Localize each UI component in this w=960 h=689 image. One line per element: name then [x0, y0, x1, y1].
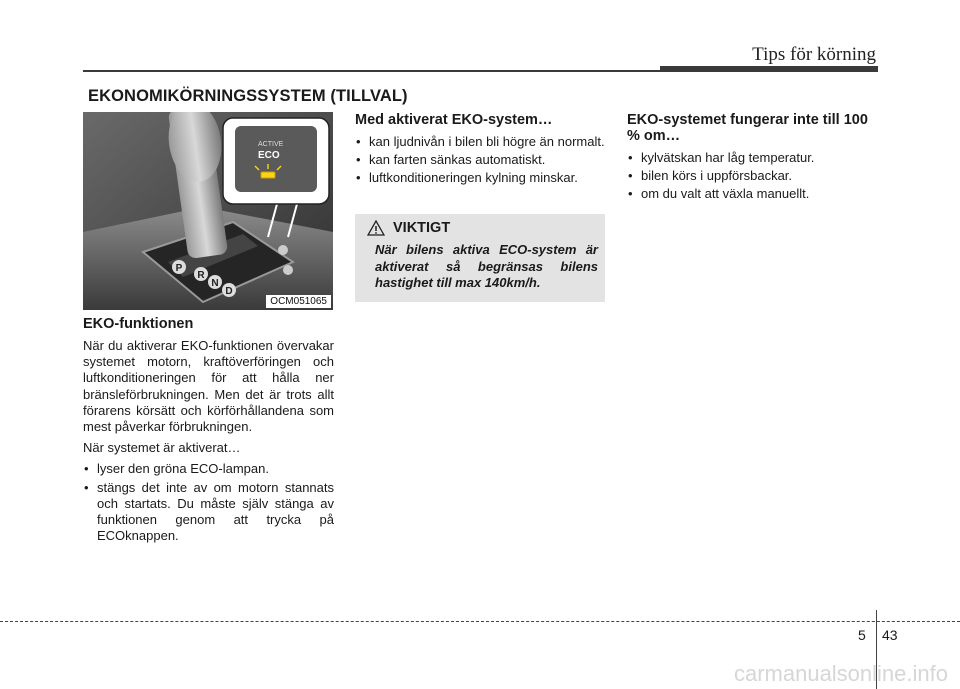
eco-button-eco-label: ECO [258, 150, 280, 161]
footer-rule [0, 621, 960, 622]
with-eco-list [355, 134, 605, 187]
list-item: • stängs det inte av om motorn stannats och startats. Du måste själv stänga av funktionen genom att trycka på ECOknappen. [83, 480, 334, 545]
gear-letter-P [172, 260, 186, 274]
eco-lamp [261, 172, 275, 178]
list-item: • kan ljudnivån i bilen bli högre än normalt. [355, 134, 605, 150]
column-with-eco [355, 112, 605, 189]
important-notice-box [355, 214, 605, 302]
warning-triangle-icon [367, 220, 385, 236]
important-notice-title: VIKTIGT [393, 220, 451, 236]
eco-activated-list [83, 461, 334, 544]
figure-code: OCM051065 [266, 295, 331, 308]
gear-letter-R [194, 267, 208, 281]
svg-text:P: P [175, 263, 183, 274]
not-working-list [627, 150, 877, 203]
column-not-working [627, 112, 877, 205]
list-item: • lyser den gröna ECO-lampan. [83, 461, 334, 477]
chapter-title: Tips för körning [752, 44, 876, 65]
eco-shifter-photo [83, 112, 333, 310]
svg-text:N: N [211, 278, 219, 289]
important-notice-text: När bilens aktiva ECO-system är aktiverat så begränsas bilens hastighet till max 140km/h. [375, 242, 598, 290]
section-title: EKONOMIKÖRNINGSSYSTEM (TILLVAL) [88, 87, 408, 105]
eco-function-heading: EKO-funktionen [83, 316, 194, 332]
chapter-number: 5 [858, 627, 866, 643]
eco-function-paragraph: När du aktiverar EKO-funktionen övervakar systemet motorn, kraftöverföringen och luftkonditioneringen för att hålla ner bränsleförbrukningen. Men det är trots allt förarens körsätt och körförhållandena som mest påverkar förbrukningen. [83, 338, 334, 435]
gear-letter-D [222, 283, 236, 297]
watermark: carmanualsonline.info [733, 661, 948, 686]
svg-text:R: R [197, 270, 205, 281]
list-item: • luftkonditioneringen kylning minskar. [355, 170, 605, 186]
gear-letter-N [208, 275, 222, 289]
header-accent-bar [660, 66, 878, 72]
svg-text:D: D [225, 286, 233, 297]
column-eco-function [83, 316, 334, 546]
with-eco-heading: Med aktiverat EKO-system… [355, 112, 553, 128]
list-item: • kan farten sänkas automatiskt. [355, 152, 605, 168]
list-item: • kylvätskan har låg temperatur. [627, 150, 877, 166]
page-number: 43 [882, 627, 898, 643]
important-notice-header [367, 220, 450, 236]
eco-activated-lead: När systemet är aktiverat… [83, 440, 241, 456]
list-item: • bilen körs i uppförsbackar. [627, 168, 877, 184]
shifter-illustration [83, 112, 333, 310]
not-working-heading: EKO-systemet fungerar inte till 100 % om… [627, 112, 868, 144]
eco-button-active-label: ACTIVE [258, 141, 284, 148]
list-item: • om du valt att växla manuellt. [627, 186, 877, 202]
